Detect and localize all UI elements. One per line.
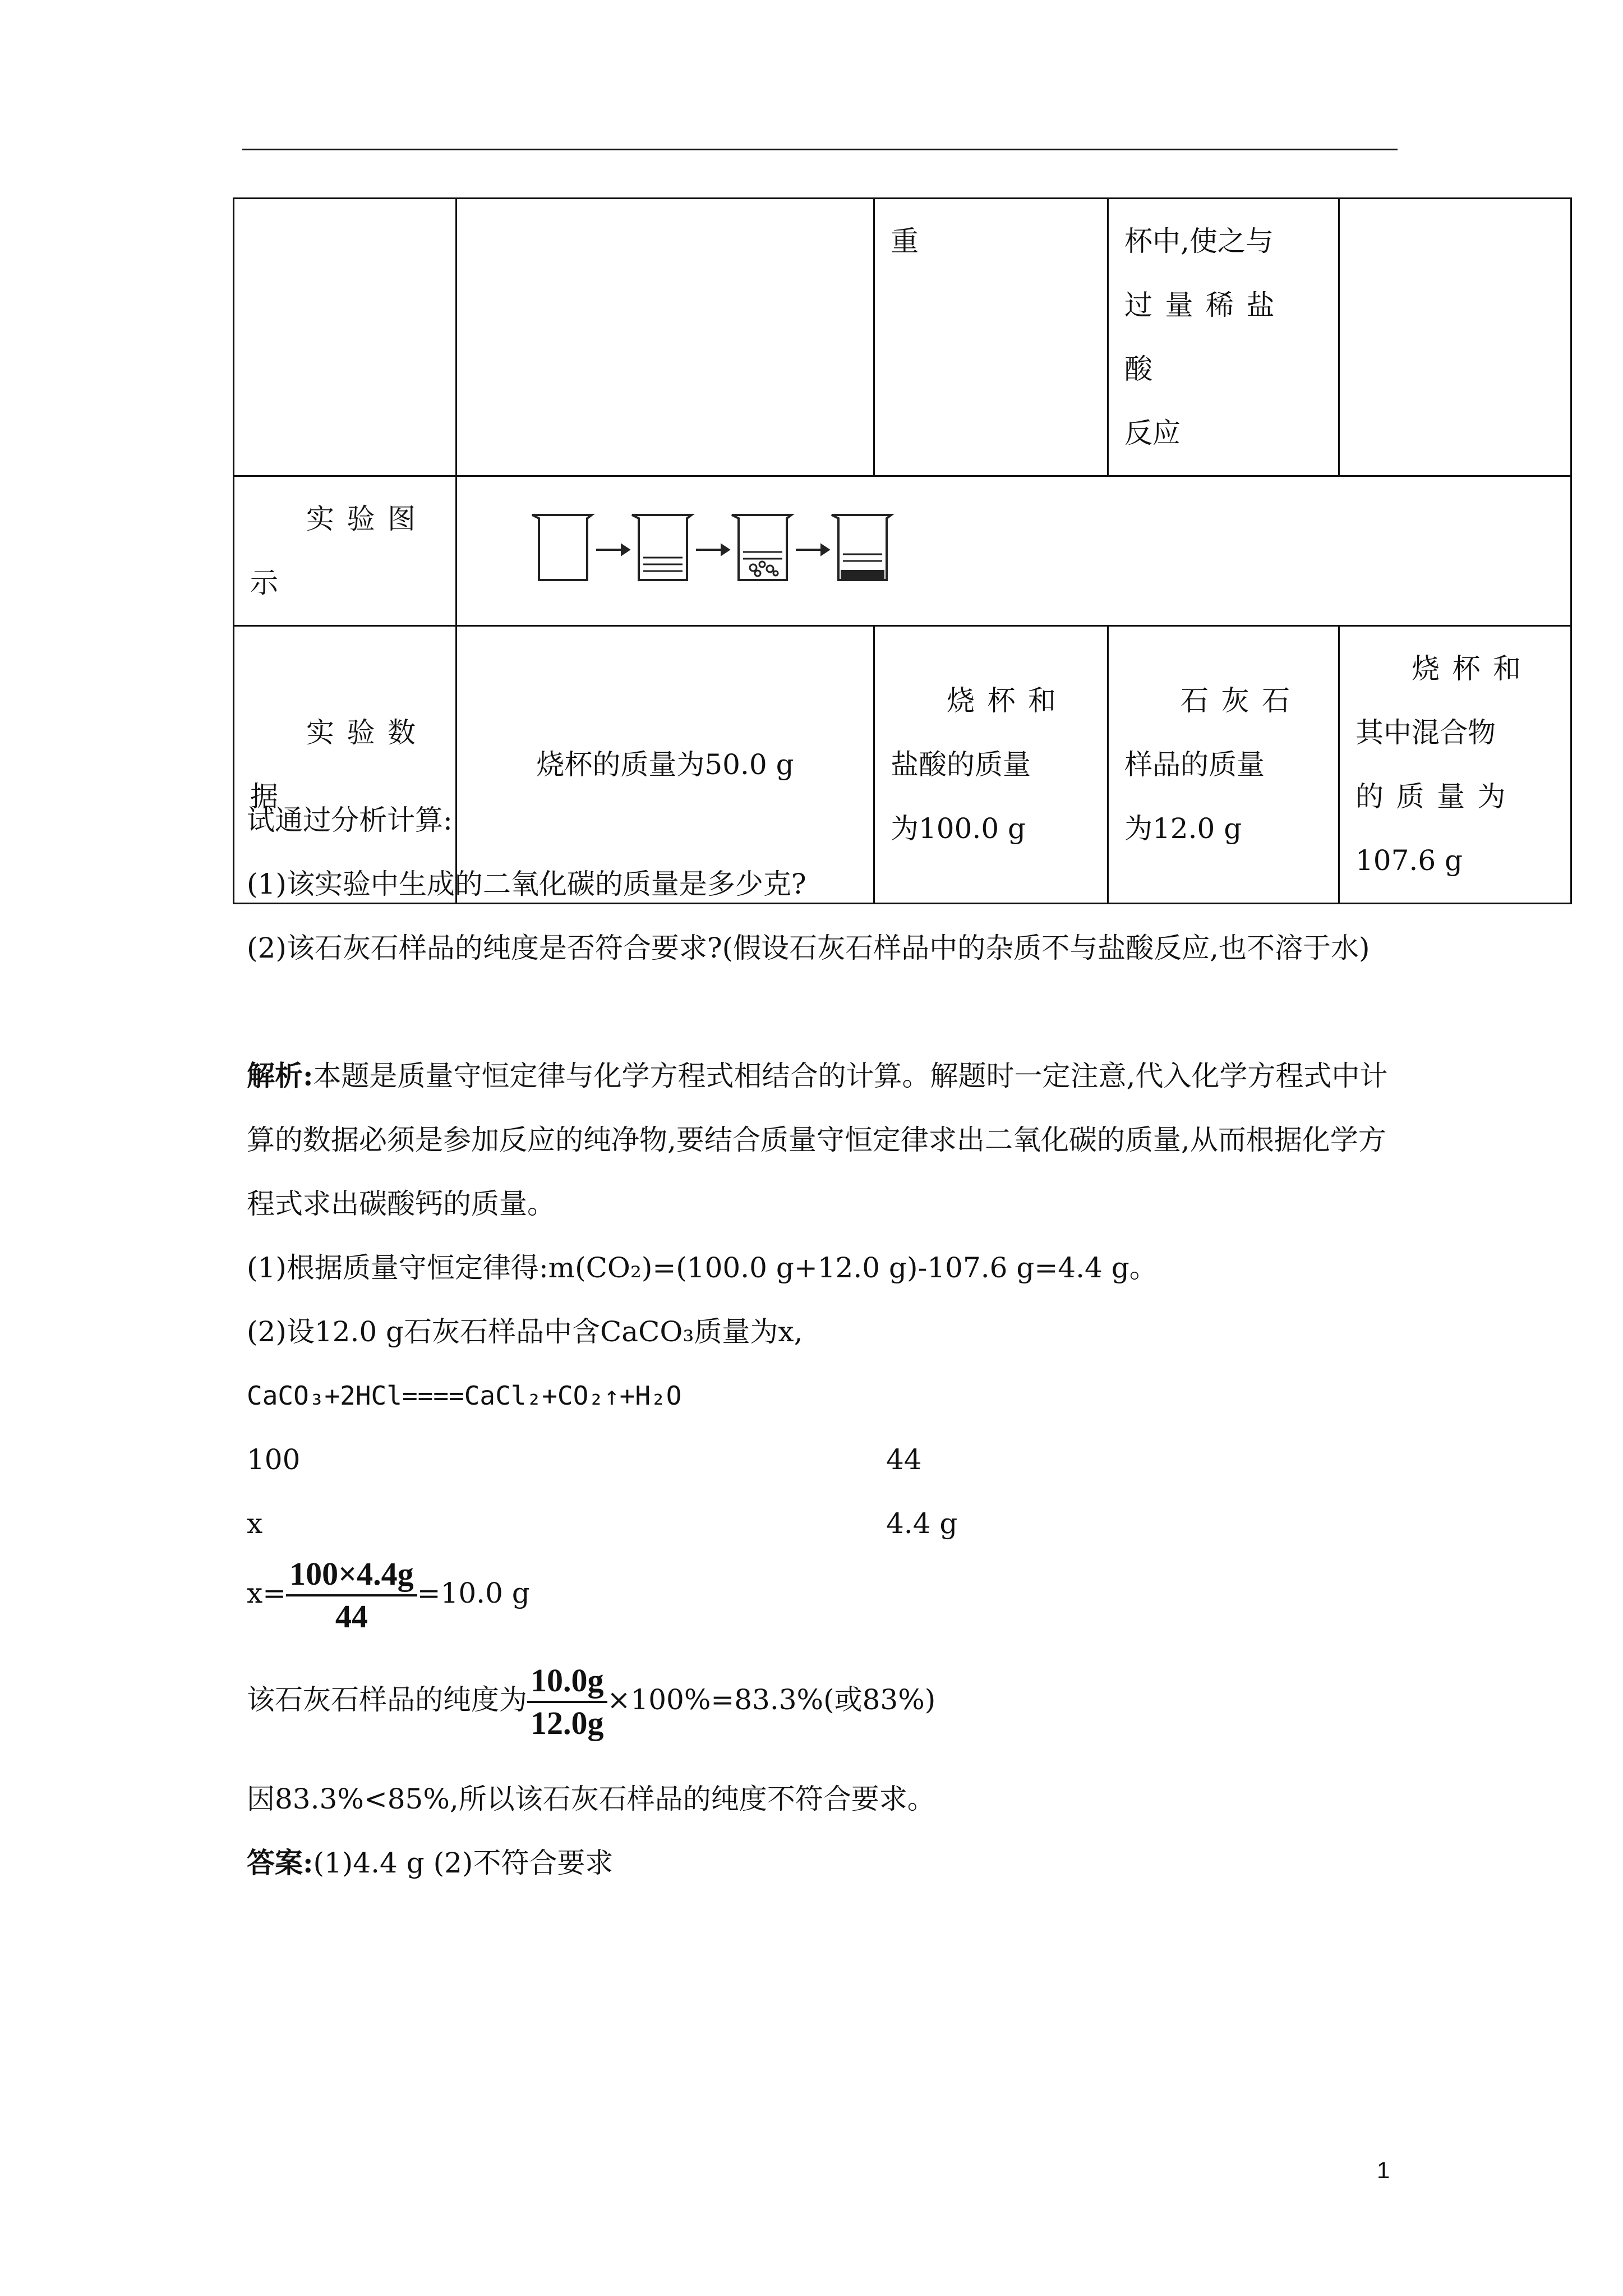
ratio-top-left: 100	[247, 1443, 301, 1476]
cell-text: 烧杯和	[1412, 652, 1534, 685]
row-label: 实验数	[306, 716, 428, 749]
ratio-top-right: 44	[886, 1443, 922, 1476]
fraction-denominator: 44	[335, 1598, 368, 1635]
cell-text: 盐酸的质量	[891, 748, 1031, 781]
beaker-sequence-diagram	[529, 509, 910, 588]
x-prefix: x=	[247, 1577, 287, 1609]
conclusion: 因83.3%<85%,所以该石灰石样品的纯度不符合要求。	[247, 1783, 935, 1815]
table-cell	[457, 476, 1571, 626]
x-result: =10.0 g	[417, 1577, 530, 1609]
purity-result: ×100%=83.3%(或83%)	[607, 1683, 936, 1716]
answer-line	[247, 1831, 1396, 1895]
table-cell	[234, 199, 457, 476]
fraction-denominator: 12.0g	[531, 1705, 604, 1741]
table-cell	[1339, 199, 1571, 476]
cell-text: 其中混合物	[1355, 716, 1496, 749]
ratio-row-bottom	[247, 1492, 1396, 1556]
intro-text: 试通过分析计算:	[247, 804, 453, 836]
row-label: 示	[250, 567, 278, 599]
step-1: (1)根据质量守恒定律得:m(CO₂)=(100.0 g+12.0 g)-107.6 g=4.4 g。	[247, 1251, 1158, 1284]
cell-text: 烧杯的质量为50.0 g	[536, 748, 794, 781]
cell-text: 107.6 g	[1355, 844, 1463, 877]
cell-text: 杯中,使之与	[1124, 225, 1274, 257]
cell-text: 反应	[1124, 417, 1181, 449]
cell-text: 石灰石	[1181, 684, 1303, 717]
row-label: 据	[250, 780, 278, 813]
question-2: (2)该石灰石样品的纯度是否符合要求?(假设石灰石样品中的杂质不与盐酸反应,也不溶于水)	[247, 932, 1370, 964]
cell-text: 烧杯和	[947, 684, 1069, 717]
analysis-body: 本题是质量守恒定律与化学方程式相结合的计算。解题时一定注意,代入化学方程式中计算的数据必须是参加反应的纯净物,要结合质量守恒定律求出二氧化碳的质量,从而根据化学方程式求出碳酸钙的质量。	[247, 1060, 1388, 1220]
cell-text: 过量稀盐酸	[1124, 289, 1287, 385]
experiment-diagram	[473, 487, 1555, 588]
cell-text: 为100.0 g	[891, 812, 1026, 845]
cell-text: 为12.0 g	[1124, 812, 1242, 845]
table-row	[234, 476, 1571, 626]
analysis-paragraph	[247, 1044, 1396, 1236]
cell-text: 样品的质量	[1124, 748, 1265, 781]
purity-prefix: 该石灰石样品的纯度为	[247, 1683, 527, 1716]
purity-fraction	[527, 1660, 607, 1743]
answer-label: 答案:	[247, 1846, 313, 1879]
table-cell	[874, 199, 1108, 476]
ratio-bottom-left: x	[247, 1507, 263, 1540]
purity-calculation	[247, 1660, 1396, 1743]
table-cell	[234, 476, 457, 626]
step-2: (2)设12.0 g石灰石样品中含CaCO₃质量为x,	[247, 1315, 803, 1348]
cell-text: 重	[891, 225, 919, 257]
page-number: 1	[1377, 2157, 1390, 2183]
x-fraction	[286, 1554, 417, 1637]
fraction-numerator: 100×4.4g	[286, 1554, 417, 1596]
table-cell	[1108, 199, 1339, 476]
ratio-row-top	[247, 1428, 1396, 1492]
x-calculation	[247, 1554, 1396, 1637]
answer-body: (1)4.4 g (2)不符合要求	[313, 1847, 614, 1879]
fraction-numerator: 10.0g	[527, 1660, 607, 1703]
table-cell	[457, 199, 874, 476]
table-row	[234, 199, 1571, 476]
analysis-label: 解析:	[247, 1059, 313, 1092]
chemical-equation: CaCO₃+2HCl====CaCl₂+CO₂↑+H₂O	[247, 1381, 682, 1411]
question-1: (1)该实验中生成的二氧化碳的质量是多少克?	[247, 868, 806, 900]
ratio-bottom-right: 4.4 g	[886, 1507, 958, 1540]
row-label: 实验图	[306, 503, 428, 535]
header-rule	[242, 149, 1398, 150]
cell-text: 的质量为	[1355, 780, 1518, 813]
